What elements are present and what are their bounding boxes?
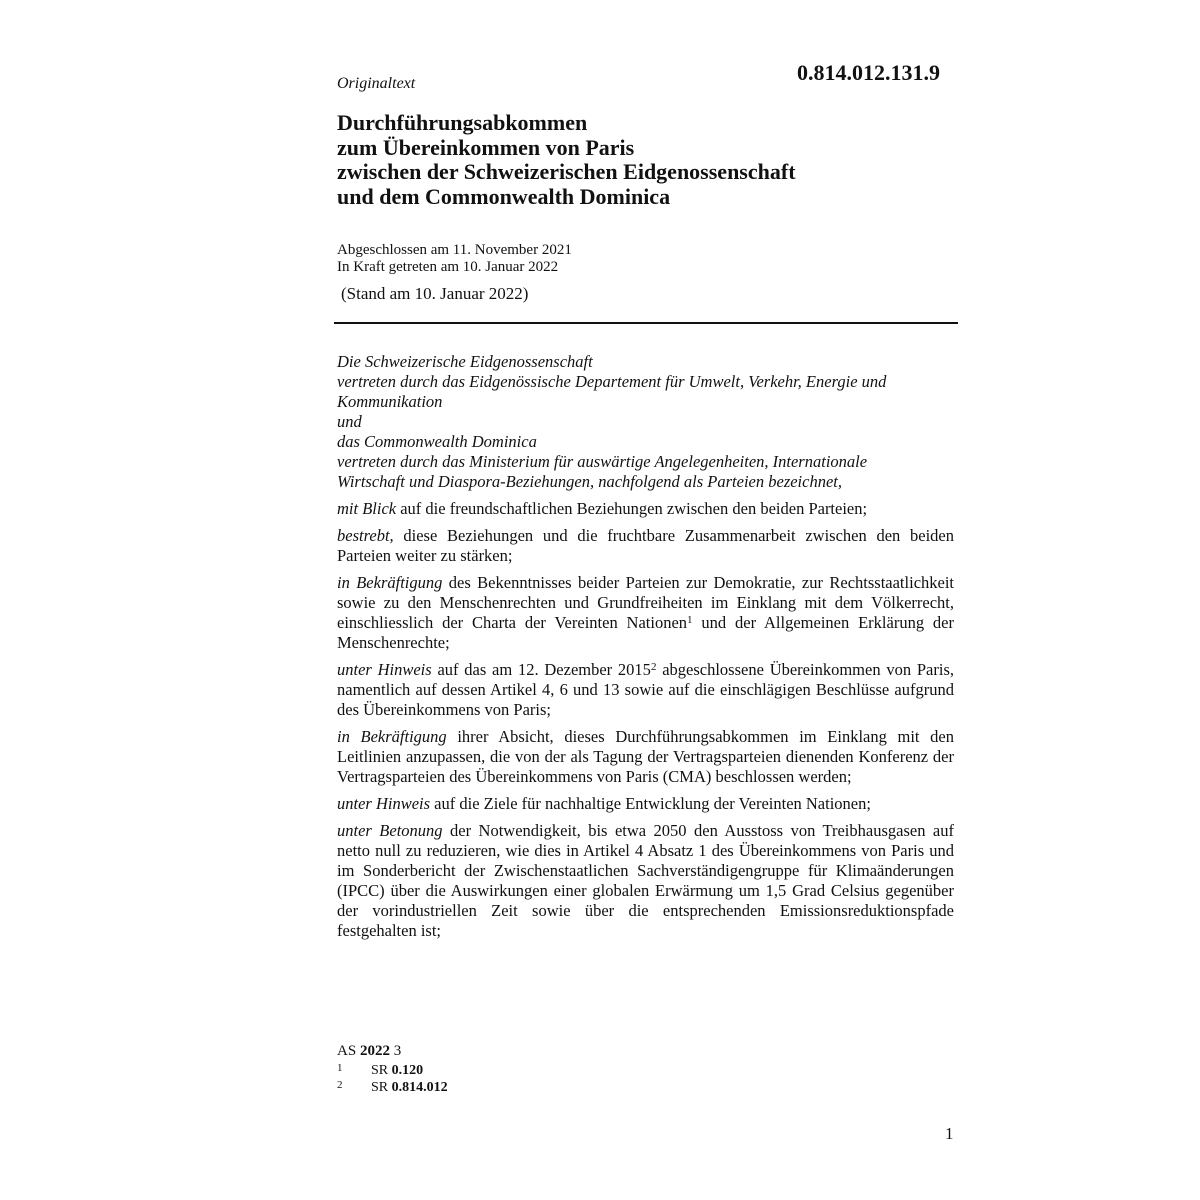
footnote-prefix: SR [371,1080,392,1095]
footnote-marker[interactable]: 1 [687,614,693,626]
recital [337,660,954,720]
recital-lead: mit Blick [337,499,397,518]
recital [337,499,954,519]
recital [337,526,954,566]
as-prefix: AS [337,1043,360,1059]
recital-text: der Notwendigkeit, bis etwa 2050 den Ausstoss von Treibhausgasen auf netto null zu reduzieren, wie dies in Artikel 4 Absatz 1 des Übereinkommens von Paris und im Sonderbericht der Zwischenstaatlichen Sachverständigengruppe für Klimaänderungen (IPCC) über die Auswirkungen einer globalen Erwärmung um 1,5 Grad Celsius gegenüber der vorindustriellen Zeit sowie über die entsprechenden Emissionsreduktionspfade festgehalten ist; [337,821,954,940]
party-line: Wirtschaft und Diaspora-Beziehungen, nachfolgend als Parteien bezeichnet, [337,472,842,491]
party-line: vertreten durch das Eidgenössische Departement für Umwelt, Verkehr, Energie und [337,372,887,391]
party-line: Die Schweizerische Eidgenossenschaft [337,352,593,371]
recital [337,821,954,941]
header-divider [334,322,958,324]
party-line: vertreten durch das Ministerium für auswärtige Angelegenheiten, Internationale [337,452,868,471]
recital-text: des Bekenntnisses beider Parteien zur Demokratie, zur Rechtsstaatlichkeit sowie zu den Menschenrechten und Grundfreiheiten im Einklang mit dem Völkerrecht, einschliesslich der Charta der Vereinten Nationen [337,573,955,632]
title-line: und dem Commonwealth Dominica [337,183,671,209]
as-reference [337,1043,401,1060]
recital-lead: bestrebt, [337,526,394,545]
recital-lead: in Bekräftigung [337,727,447,746]
preamble [337,352,954,948]
recital-text: und der Allgemeinen Erklärung der Menschenrechte; [337,613,954,652]
party-line: Kommunikation [337,392,443,411]
recital-lead: unter Betonung [337,821,443,840]
footnote-ref[interactable]: 0.814.012 [391,1080,448,1095]
party-line: das Commonwealth Dominica [337,432,537,451]
footnote [337,1062,423,1079]
recital-text: auf die freundschaftlichen Beziehungen zwischen den beiden Parteien; [396,499,868,518]
concluded-date: Abgeschlossen am 11. November 2021 [337,242,572,258]
recital [337,573,954,653]
title-line: Durchführungsabkommen [337,110,588,135]
in-force-date: In Kraft getreten am 10. Januar 2022 [337,259,559,275]
originaltext-label: Originaltext [337,75,416,92]
recital-lead: unter Hinweis [337,794,431,813]
as-year: 2022 [359,1043,390,1059]
as-page: 3 [389,1043,402,1059]
footnote-number: 2 [337,1079,343,1091]
footnote-prefix: SR [371,1063,392,1078]
recital [337,727,954,787]
recital-text: ihrer Absicht, dieses Durchführungsabkommen im Einklang mit den Leitlinien anzupassen, die von der als Tagung der Vertragsparteien dienenden Konferenz der Vertragsparteien des Übereinkommens von Paris (CMA) beschlossen werden; [337,727,955,786]
document-title [337,111,957,209]
recital-text: diese Beziehungen und die fruchtbare Zusammenarbeit zwischen den beiden Parteien weiter zu stärken; [337,526,954,565]
page-number: 1 [945,1124,954,1143]
sr-number: 0.814.012.131.9 [797,60,940,85]
parties-block [337,352,954,492]
status-date: (Stand am 10. Januar 2022) [341,284,529,303]
footnote [337,1079,448,1096]
recital-lead: in Bekräftigung [337,573,443,592]
title-line: zwischen der Schweizerischen Eidgenossenschaft [337,159,796,184]
party-line: und [337,412,362,431]
footnote-marker[interactable]: 2 [650,661,657,673]
recital-text: auf das am 12. Dezember 2015 [431,660,651,679]
recital [337,794,954,814]
footnote-ref[interactable]: 0.120 [391,1063,424,1078]
title-line: zum Übereinkommen von Paris [337,134,635,160]
recital-lead: unter Hinweis [337,660,432,679]
recital-text: abgeschlossene Übereinkommen von Paris, namentlich auf dessen Artikel 4, 6 und 13 sowie auf die einschlägigen Beschlüsse aufgrund des Übereinkommens von Paris; [337,660,954,719]
footnote-number: 1 [337,1062,343,1074]
recital-text: auf die Ziele für nachhaltige Entwicklung der Vereinten Nationen; [430,794,871,813]
dates-block [337,242,572,276]
